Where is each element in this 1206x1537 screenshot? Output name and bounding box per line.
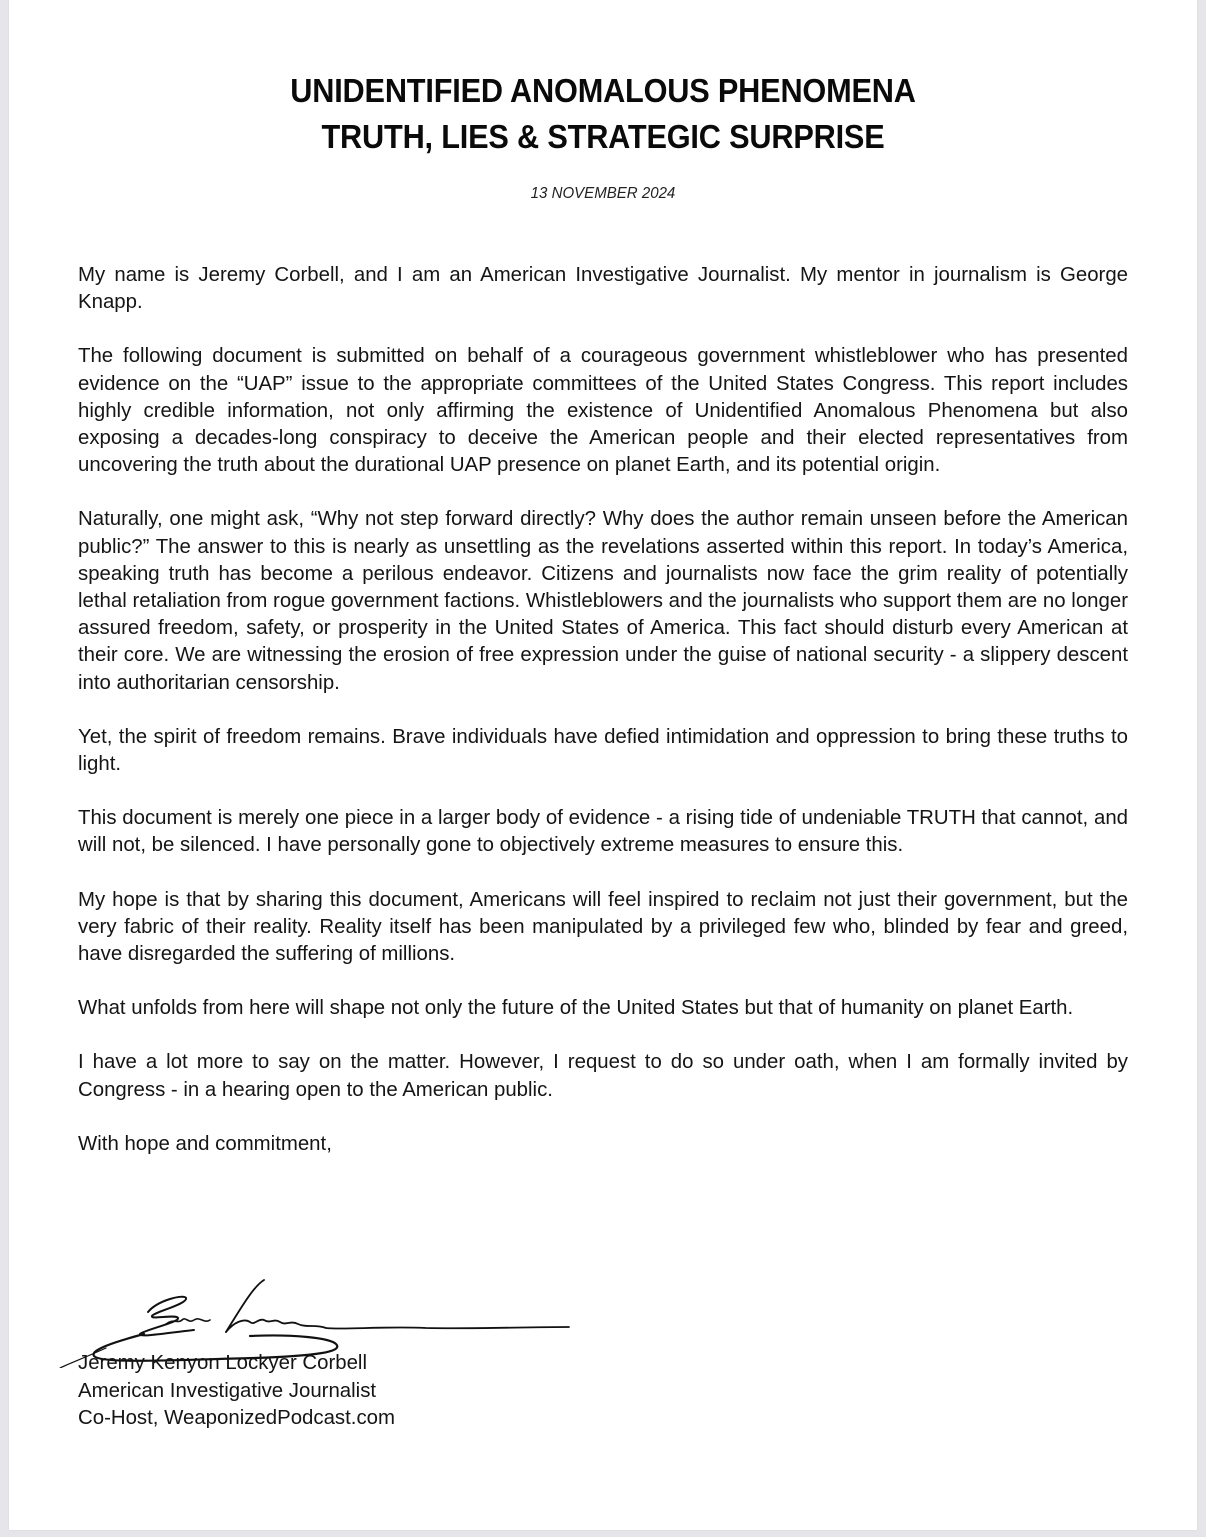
signatory-name: Jeremy Kenyon Lockyer Corbell <box>78 1352 367 1374</box>
paragraph-under-oath: I have a lot more to say on the matter. However, I request to do so under oath, when I am formally invited by Congress - in a hearing open to the American public. <box>78 1051 1128 1101</box>
paragraph-intro: My name is Jeremy Corbell, and I am an American Investigative Journalist. My mentor in journalism is George Knapp. <box>78 264 1128 314</box>
closing-line: With hope and commitment, <box>78 1132 332 1155</box>
signatory-affiliation: Co-Host, WeaponizedPodcast.com <box>78 1407 395 1429</box>
paragraph-spirit-of-freedom: Yet, the spirit of freedom remains. Brave individuals have defied intimidation and oppression to bring these truths to light. <box>78 725 1128 776</box>
document-title-line-1: UNIDENTIFIED ANOMALOUS PHENOMENA <box>290 72 916 109</box>
paragraph-submission: The following document is submitted on behalf of a courageous government whistleblower who has presented evidence on the “UAP” issue to the appropriate committees of the United States Congress. This report includes highly credible information, not only affirming the existence of Unidentified Anomalous Phenomena but also exposing a decades-long conspiracy to deceive the American people and their elected representatives from uncovering the truth about the durational UAP presence on planet Earth, and its potential origin. <box>78 345 1128 477</box>
document-date: 13 NOVEMBER 2024 <box>530 185 676 202</box>
document-body <box>78 262 1128 1185</box>
signatory-role: American Investigative Journalist <box>78 1379 377 1402</box>
signature-block <box>78 1350 395 1433</box>
paragraph-future: What unfolds from here will shape not only the future of the United States but that of humanity on planet Earth. <box>78 997 1074 1020</box>
document-title-line-2: TRUTH, LIES & STRATEGIC SURPRISE <box>321 118 885 155</box>
document-page <box>9 0 1197 1530</box>
paragraph-why-anonymous: Naturally, one might ask, “Why not step forward directly? Why does the author remain unseen before the American public?” The answer to this is nearly as unsettling as the revelations asserted within this report. In today’s America, speaking truth has become a perilous endeavor. Citizens and journalists now face the grim reality of potentially lethal retaliation from rogue government factions. Whistleblowers and the journalists who support them are no longer assured freedom, safety, or prosperity in the United States of America. This fact should disturb every American at their core. We are witnessing the erosion of free expression under the guise of national security - a slippery descent into authoritarian censorship. <box>78 508 1128 694</box>
paragraph-hope: My hope is that by sharing this document, Americans will feel inspired to reclaim not just their government, but the very fabric of their reality. Reality itself has been manipulated by a privileged few who, blinded by fear and greed, have disregarded the suffering of millions. <box>78 888 1128 966</box>
paragraph-body-of-evidence: This document is merely one piece in a larger body of evidence - a rising tide of undeniable TRUTH that cannot, and will not, be silenced. I have personally gone to objectively extreme measures to ensure this. <box>78 807 1128 857</box>
